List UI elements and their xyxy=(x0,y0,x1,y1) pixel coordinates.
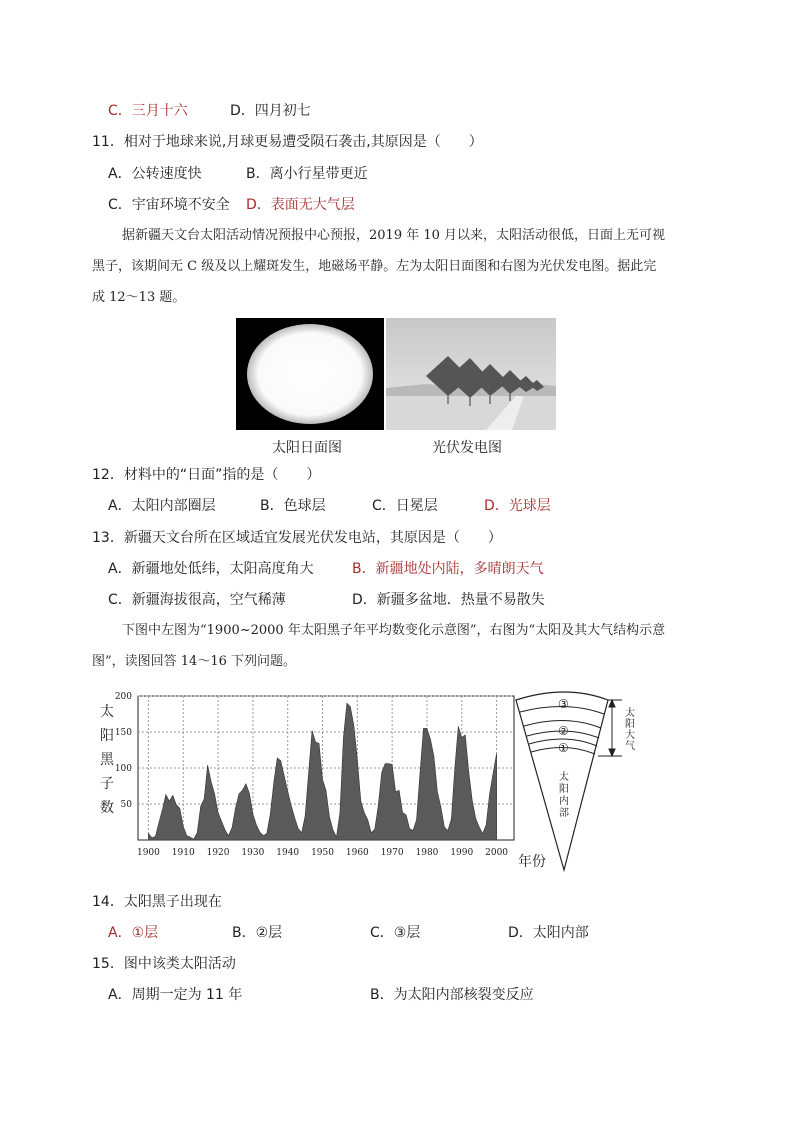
passage1-line1: 据新疆天文台太阳活动情况预报中心预报，2019 年 10 月以来，太阳活动很低，日面上无可视 xyxy=(122,228,666,243)
x-tick-label: 1990 xyxy=(450,848,474,858)
q10-option-d[interactable]: D．四月初七 xyxy=(230,103,311,119)
x-axis-label: 年份 xyxy=(518,854,546,870)
y-axis-label: 太阳黑子数 xyxy=(100,704,114,816)
q11-option-a[interactable]: A．公转速度快 xyxy=(108,166,202,182)
q12-option-d[interactable]: D．光球层 xyxy=(484,498,551,514)
q13-stem: 13．新疆天文台所在区域适宜发展光伏发电站，其原因是（ ） xyxy=(92,530,502,546)
q12-option-b[interactable]: B．色球层 xyxy=(260,498,326,514)
x-tick-label: 1910 xyxy=(171,848,195,858)
x-tick-label: 2000 xyxy=(485,848,509,858)
q13-option-b[interactable]: B．新疆地处内陆，多晴朗天气 xyxy=(352,561,544,577)
x-tick-label: 1980 xyxy=(415,848,439,858)
q10-option-c[interactable]: C．三月十六 xyxy=(108,103,188,119)
x-tick-label: 1900 xyxy=(136,848,160,858)
q13-option-c[interactable]: C．新疆海拔很高，空气稀薄 xyxy=(108,592,286,608)
layer2-label: ② xyxy=(558,724,569,738)
y-tick-label: 200 xyxy=(114,692,132,702)
sun-atmosphere-label: 太阳大气 xyxy=(625,708,635,752)
sun-disk-image xyxy=(236,318,384,430)
q12-option-a[interactable]: A．太阳内部圈层 xyxy=(108,498,216,514)
q15-stem: 15．图中该类太阳活动 xyxy=(92,956,236,972)
sun-interior-label: 太阳内部 xyxy=(559,772,569,819)
passage2-line1: 下图中左图为“1900~2000 年太阳黑子年平均数变化示意图”，右图为“太阳及其大气结构示意 xyxy=(122,623,666,638)
passage2-line2: 图”，读图回答 14～16 下列问题。 xyxy=(92,654,296,669)
y-tick-label: 100 xyxy=(114,764,132,774)
y-tick-label: 50 xyxy=(120,800,132,810)
q11-option-d[interactable]: D．表面无大气层 xyxy=(246,197,355,213)
q13-option-d[interactable]: D．新疆多盆地．热量不易散失 xyxy=(352,592,545,608)
q14-option-d[interactable]: D．太阳内部 xyxy=(508,925,589,941)
sun-disk-caption: 太阳日面图 xyxy=(272,440,342,456)
sun-structure-diagram xyxy=(514,690,644,880)
x-tick-label: 1950 xyxy=(311,848,334,858)
q11-option-c[interactable]: C．宇宙环境不安全 xyxy=(108,197,230,213)
x-tick-label: 1930 xyxy=(241,848,265,858)
q11-option-b[interactable]: B．离小行星带更近 xyxy=(246,166,368,182)
passage1-line3: 成 12～13 题。 xyxy=(92,290,186,305)
q15-option-b[interactable]: B．为太阳内部核裂变反应 xyxy=(370,987,534,1003)
pv-plant-image xyxy=(386,318,556,430)
x-tick-label: 1920 xyxy=(206,848,230,858)
passage1-line2: 黑子，该期间无 C 级及以上耀斑发生，地磁场平静。左为太阳日面图和右图为光伏发电图。据此完 xyxy=(92,259,657,274)
sunspot-chart xyxy=(94,688,550,872)
q11-stem: 11．相对于地球来说,月球更易遭受陨石袭击,其原因是（ ） xyxy=(92,134,483,150)
y-tick-label: 150 xyxy=(114,728,132,738)
q14-stem: 14．太阳黑子出现在 xyxy=(92,894,222,910)
layer1-label: ① xyxy=(558,741,569,755)
layer3-label: ③ xyxy=(558,697,569,711)
x-tick-label: 1940 xyxy=(276,848,300,858)
q14-option-c[interactable]: C．③层 xyxy=(370,925,421,941)
pv-plant-caption: 光伏发电图 xyxy=(432,440,502,456)
q15-option-a[interactable]: A．周期一定为 11 年 xyxy=(108,987,243,1003)
q12-option-c[interactable]: C．日冕层 xyxy=(372,498,438,514)
q14-option-a[interactable]: A．①层 xyxy=(108,925,159,941)
q14-option-b[interactable]: B．②层 xyxy=(232,925,283,941)
x-tick-label: 1960 xyxy=(345,848,369,858)
x-tick-label: 1970 xyxy=(380,848,404,858)
q12-stem: 12．材料中的“日面”指的是（ ） xyxy=(92,467,321,483)
q13-option-a[interactable]: A．新疆地处低纬，太阳高度角大 xyxy=(108,561,314,577)
